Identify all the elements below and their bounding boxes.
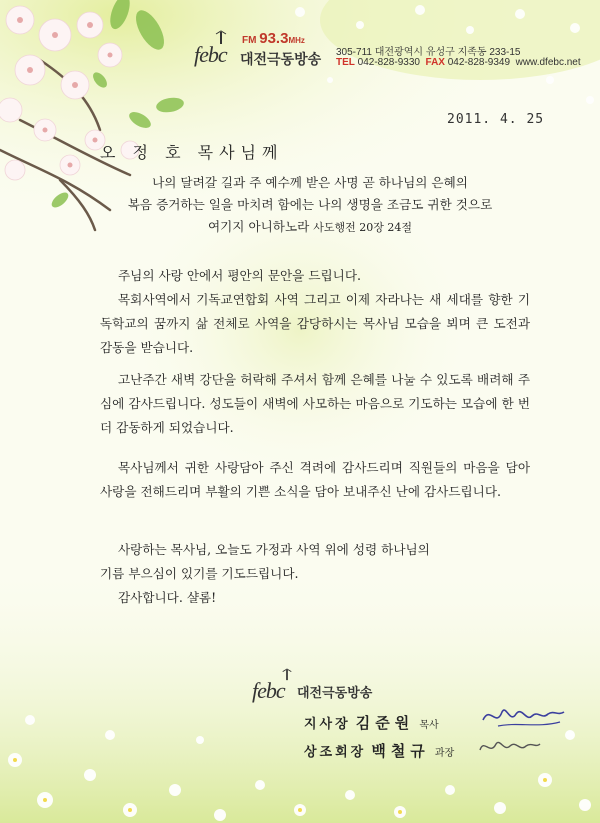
handwritten-signature bbox=[474, 732, 544, 760]
body-paragraph: 목회사역에서 기독교연합회 사역 그리고 이제 자라나는 새 세대를 향한 기독학교의 꿈까지 삶 전체로 사역을 감당하시는 목사님 모습을 뵈며 큰 도전과 감동을 받습니다. bbox=[100, 292, 530, 355]
body-paragraph: 목사님께서 귀한 사랑담아 주신 격려에 감사드리며 직원들의 마음을 담아 사랑을 전해드리며 부활의 기쁜 소식을 담아 보내주신 난에 감사드립니다. bbox=[100, 460, 530, 499]
station-address: 305-711 대전광역시 유성구 지족동 233-15 bbox=[336, 47, 521, 58]
station-name: 대전극동방송 bbox=[240, 52, 322, 68]
signer-title: 지사장 bbox=[304, 717, 351, 732]
signer-title: 상조회장 bbox=[304, 745, 367, 760]
fax-number: 042-828-9349 bbox=[447, 57, 511, 68]
closing-line: 기름 부으심이 있기를 기도드립니다. bbox=[100, 566, 299, 581]
signer-name: 백철규 bbox=[371, 742, 430, 760]
verse-reference: 사도행전 20장 24절 bbox=[313, 221, 413, 234]
scripture-verse bbox=[80, 172, 540, 239]
signer-role: 과장 bbox=[434, 748, 455, 759]
signer-director bbox=[304, 712, 439, 733]
fax-label: FAX bbox=[425, 57, 445, 68]
greeting-paragraph: 주님의 사랑 안에서 평안의 문안을 드립니다. bbox=[118, 268, 361, 283]
website: www.dfebc.net bbox=[515, 57, 581, 68]
verse-line: 복음 증거하는 일을 마치려 함에는 나의 생명을 조금도 귀한 것으로 bbox=[127, 197, 493, 212]
closing-paragraph bbox=[100, 538, 530, 610]
tel-label: TEL bbox=[336, 57, 355, 68]
signer-chairman bbox=[304, 740, 454, 761]
fm-frequency: FM 93.3MHz bbox=[242, 30, 305, 47]
closing-line: 사랑하는 목사님, 오늘도 가정과 사역 위에 성령 하나님의 bbox=[118, 542, 430, 557]
sign-brand-logo: febc bbox=[252, 678, 285, 703]
tel-number: 042-828-9330 bbox=[357, 57, 420, 68]
contact-line bbox=[336, 57, 581, 68]
handwritten-signature bbox=[478, 700, 568, 732]
signer-name: 김준원 bbox=[355, 714, 415, 732]
body-paragraph: 고난주간 새벽 강단을 허락해 주셔서 함께 은혜를 나눌 수 있도록 배려해 주심에 감사드립니다. 성도들이 새벽에 사모하는 마음으로 기도하는 모습에 한 번 더 감동하게 되었습니다. bbox=[100, 372, 530, 435]
sign-station-name: 대전극동방송 bbox=[297, 686, 373, 701]
verse-line: 나의 달려갈 길과 주 예수께 받은 사명 곧 하나님의 은혜의 bbox=[152, 175, 468, 190]
letter-date: 2011. 4. 25 bbox=[447, 112, 545, 127]
recipient: 오 정 호 목사님께 bbox=[100, 143, 284, 162]
verse-line: 여기지 아니하노라 사도행전 20장 24절 bbox=[207, 219, 413, 234]
closing-line: 감사합니다. 샬롬! bbox=[118, 590, 217, 605]
signer-role: 목사 bbox=[419, 720, 439, 731]
brand-logo-text: febc bbox=[194, 42, 227, 67]
